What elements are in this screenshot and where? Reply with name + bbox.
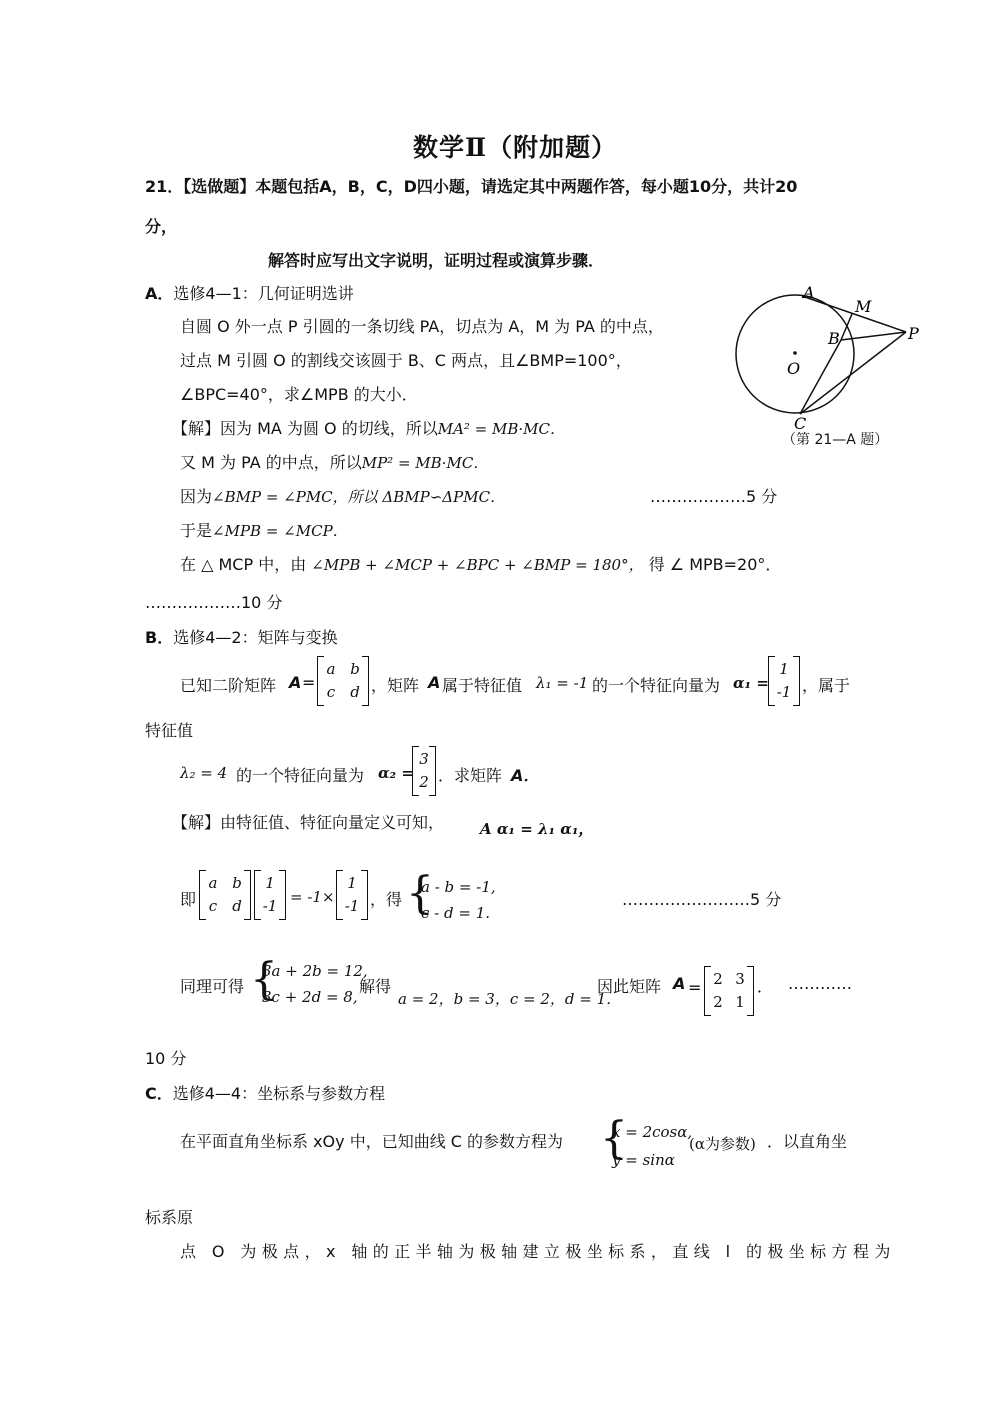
vector-alpha1-solution [254, 870, 286, 920]
partB-equals: = [302, 673, 316, 692]
partB-sol3-equals: = [688, 978, 702, 997]
partB-score-10: 10 分 [145, 1049, 187, 1068]
partA-sol5-math: ∠MPB + ∠MCP + ∠BPC + ∠BMP = 180°， [311, 556, 644, 574]
vector-cell: -1 [776, 683, 792, 701]
partB-text-e: ，属于 [802, 676, 851, 695]
partB-matrix-a-symbol-3: A． [511, 766, 540, 785]
partB-text-g: ．求矩阵 [438, 766, 503, 785]
label-c: C [794, 414, 807, 433]
partB-matrix-a-symbol-2: A [428, 673, 441, 692]
partB-text-d: 的一个特征向量为 [592, 676, 721, 695]
partA-solution-line3 [180, 484, 505, 507]
partB-letter: B． [145, 628, 174, 647]
matrix-cell: c [208, 897, 218, 915]
partA-heading-text: 选修4—1：几何证明选讲 [173, 284, 354, 303]
partA-sol1-math: MA² = MB·MC． [437, 420, 566, 438]
system2-eq2: 3c + 2d = 8, [262, 988, 358, 1006]
matrix-cell: 3 [735, 970, 745, 988]
segment-mb [841, 314, 852, 340]
vector-cell: -1 [262, 897, 278, 915]
partB-text-c: 属于特征值 [442, 676, 523, 695]
matrix-a-cell: a [326, 660, 336, 678]
system1-eq2: c - d = 1. [421, 904, 491, 922]
partB-score-5: ……………………5 分 [622, 890, 782, 909]
alpha1: α₁ = [733, 674, 769, 692]
partB-heading-text: 选修4—2：矩阵与变换 [173, 628, 338, 647]
vector-cell: 1 [779, 660, 789, 678]
partB-sol1-math: A α₁ = λ₁ α₁， [480, 820, 594, 838]
system1-eq1: a - b = -1, [421, 878, 496, 896]
geometry-figure [730, 278, 930, 448]
partA-score-5: ………………5 分 [650, 487, 778, 506]
system-brace: { [250, 954, 278, 1005]
matrix-a-cell: c [326, 683, 336, 701]
partC-text-line3: 点 O 为极点，x 轴的正半轴为极轴建立极坐标系，直线 l 的极坐标方程为 [180, 1242, 896, 1261]
partA-sol2-math: MP² = MB·MC． [361, 454, 489, 472]
partB-sol3-text-c: 因此矩阵 [597, 977, 662, 996]
partA-sol3-text: 因为 [180, 487, 213, 506]
partA-score-10: ………………10 分 [145, 593, 283, 612]
partB-text-f: 的一个特征向量为 [236, 766, 365, 785]
label-p: P [908, 324, 919, 343]
question-intro-text: 本题包括A，B，C，D四小题，请选定其中两题作答，每小题10分，共计20 [255, 177, 798, 196]
partA-letter: A． [145, 284, 174, 303]
partA-solution-line1 [172, 416, 565, 439]
matrix-a [317, 656, 369, 706]
matrix-result [704, 966, 754, 1016]
instruction: 解答时应写出文字说明，证明过程或演算步骤． [268, 251, 605, 270]
label-o: O [787, 359, 801, 378]
matrix-cell: d [232, 897, 242, 915]
partA-solution-line2 [180, 450, 488, 473]
page-title: 数学Ⅱ（附加题） [413, 133, 618, 162]
partC-text-line2: 标系原 [145, 1208, 194, 1227]
partC-sys-eq1: x = 2cosα, [612, 1123, 693, 1141]
partC-heading [145, 1081, 385, 1104]
system2-eq1: 3a + 2b = 12, [262, 962, 368, 980]
tangent-line-pa [802, 296, 906, 332]
alpha2: α₂ = [378, 764, 414, 782]
vector-alpha2 [412, 746, 436, 796]
vector-cell: -1 [344, 897, 360, 915]
partA-solution-line4 [180, 518, 348, 541]
vector-cell: 1 [265, 874, 275, 892]
system-brace: { [406, 868, 434, 919]
question-intro-line2: 分， [145, 217, 178, 236]
lambda1: λ₁ = -1 [536, 674, 589, 692]
partA-problem-line3: ∠BPC=40°，求∠MPB 的大小． [180, 385, 418, 404]
label-a: A [803, 283, 815, 302]
vector-alpha1 [768, 656, 800, 706]
partB-matrix-a-symbol: A [289, 673, 302, 692]
partA-sol5-text-a: 在 △ MCP 中，由 [180, 555, 307, 574]
partB-sol3-text-b: 解得 [359, 977, 392, 996]
vector-cell: 1 [347, 874, 357, 892]
partC-text-line1b: ．以直角坐 [767, 1132, 848, 1151]
partB-text-eigenvalue: 特征值 [145, 721, 194, 740]
matrix-a-solution [199, 870, 251, 920]
partA-sol1-text: 因为 MA 为圆 O 的切线，所以 [220, 419, 438, 438]
partB-sol2-text-b: ，得 [370, 890, 403, 909]
matrix-a-cell: b [350, 660, 360, 678]
partA-solution-line5 [180, 552, 781, 575]
partC-sys-eq2: y = sinα [612, 1151, 675, 1169]
partA-heading [145, 281, 354, 304]
partC-heading-text: 选修4—4：坐标系与参数方程 [172, 1084, 386, 1103]
partB-sol3-values: a = 2，b = 3，c = 2，d = 1． [398, 990, 622, 1008]
partB-text-a: 已知二阶矩阵 [180, 676, 277, 695]
lambda2: λ₂ = 4 [180, 764, 228, 782]
partB-heading [145, 625, 338, 648]
partC-letter: C． [145, 1084, 173, 1103]
figure-caption: （第 21—A 题） [782, 432, 889, 448]
partB-sol3-dots: ………… [788, 974, 852, 993]
center-point [793, 351, 797, 355]
partC-text-line1: 在平面直角坐标系 xOy 中，已知曲线 C 的参数方程为 [180, 1132, 564, 1151]
partA-sol4-math: ∠MPB = ∠MCP． [212, 522, 348, 540]
partB-sol3-text-a: 同理可得 [180, 977, 245, 996]
partB-matrix-a-symbol-4: A [673, 974, 686, 993]
solution-label: 【解】 [172, 813, 221, 832]
partB-sol3-period: ． [757, 977, 774, 996]
matrix-cell: 1 [735, 993, 745, 1011]
partA-sol4-text: 于是 [180, 521, 213, 540]
partB-sol2-eq: = -1× [290, 888, 335, 906]
matrix-cell: b [232, 874, 242, 892]
vector-alpha1-rhs [336, 870, 368, 920]
partA-sol3-math: ∠BMP = ∠PMC，所以 ΔBMP∽ΔPMC． [212, 488, 506, 506]
question-intro-line1 [145, 174, 797, 197]
partB-sol1-text: 由特征值、特征向量定义可知， [220, 813, 445, 832]
partC-param: (α为参数) [689, 1135, 756, 1153]
label-m: M [855, 297, 872, 316]
matrix-cell: 2 [713, 970, 723, 988]
vector-cell: 3 [419, 750, 429, 768]
matrix-a-cell: d [350, 683, 360, 701]
partA-problem-line1: 自圆 O 外一点 P 引圆的一条切线 PA，切点为 A，M 为 PA 的中点， [180, 317, 664, 336]
system-brace: { [600, 1113, 628, 1164]
partA-problem-line2: 过点 M 引圆 O 的割线交该圆于 B、C 两点，且∠BMP=100°， [180, 351, 632, 370]
partB-sol2-text-a: 即 [180, 890, 197, 909]
question-number: 21．【选做题】 [145, 177, 256, 196]
partA-sol2-text: 又 M 为 PA 的中点，所以 [180, 453, 362, 472]
partA-sol5-text-b: 得 ∠ MPB=20°． [648, 555, 782, 574]
partB-solution-line1 [172, 810, 444, 833]
label-b: B [828, 329, 840, 348]
solution-label: 【解】 [172, 419, 221, 438]
matrix-cell: 2 [713, 993, 723, 1011]
segment-bc [800, 340, 841, 414]
partB-text-b: ，矩阵 [371, 676, 420, 695]
vector-cell: 2 [419, 773, 429, 791]
matrix-cell: a [208, 874, 218, 892]
